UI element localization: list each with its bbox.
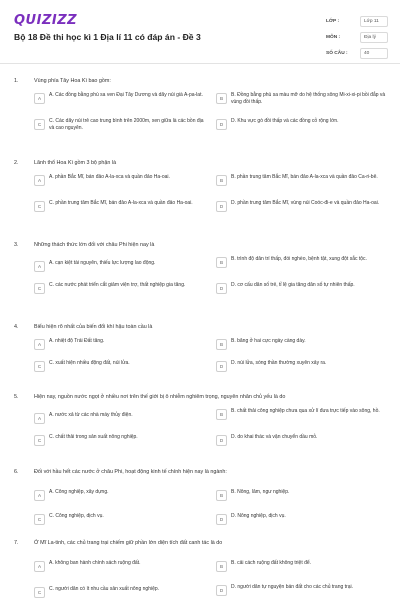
option-a[interactable] bbox=[34, 489, 206, 501]
question-7 bbox=[0, 540, 400, 595]
question-1 bbox=[0, 78, 400, 131]
question-text: Ở Mĩ La-tinh, các chủ trang trại chiếm giữ phần lớn diện tích đất canh tác là do bbox=[34, 540, 223, 546]
option-text: D. người dân tự nguyện bán đất cho các chủ trang trại. bbox=[231, 584, 353, 590]
option-text: B. chất thải công nghiệp chưa qua xử lí đưa trực tiếp vào sông, hồ. bbox=[231, 408, 380, 414]
question-5 bbox=[0, 394, 400, 443]
option-text: D. Nông nghiệp, dịch vụ. bbox=[231, 513, 286, 519]
option-text: A. phần Bắc Mĩ, bán đảo A-la-xca và quần đảo Ha-oai. bbox=[49, 174, 170, 180]
option-letter: A bbox=[34, 561, 45, 572]
question-number: 6. bbox=[14, 469, 19, 475]
option-text: C. người dân có ít nhu cầu sản xuất nông nghiệp. bbox=[49, 586, 160, 592]
option-letter: A bbox=[34, 413, 45, 424]
option-text: B. trình độ dân trí thấp, đói nghèo, bệnh tật, xung đột sắc tộc. bbox=[231, 256, 367, 262]
option-a[interactable] bbox=[34, 92, 206, 104]
question-text: Biểu hiện rõ nhất của biến đổi khí hậu toàn cầu là bbox=[34, 324, 153, 330]
option-c[interactable] bbox=[34, 282, 206, 294]
option-a[interactable] bbox=[34, 174, 206, 186]
option-text: C. chất thải trong sản xuất nông nghiệp. bbox=[49, 434, 138, 440]
option-c[interactable] bbox=[34, 434, 206, 446]
option-text: A. nhiệt độ Trái Đất tăng. bbox=[49, 338, 105, 344]
option-text: A. Công nghiệp, xây dựng. bbox=[49, 489, 109, 495]
option-letter: A bbox=[34, 93, 45, 104]
option-letter: D bbox=[216, 585, 227, 596]
question-text: Lãnh thổ Hoa Kì gồm 3 bộ phận là bbox=[34, 160, 117, 166]
option-d[interactable] bbox=[216, 118, 388, 130]
meta-count-row bbox=[326, 46, 388, 61]
option-a[interactable] bbox=[34, 412, 206, 424]
option-letter: B bbox=[216, 561, 227, 572]
question-text: Những thách thức lớn đối với châu Phi hiện nay là bbox=[34, 242, 155, 248]
option-letter: C bbox=[34, 435, 45, 446]
option-b[interactable] bbox=[216, 92, 388, 106]
option-d[interactable] bbox=[216, 360, 388, 372]
option-text: C. xuất hiện nhiều động đất, núi lửa. bbox=[49, 360, 130, 366]
option-text: D. cơ cấu dân số trẻ, tỉ lệ gia tăng dân số tự nhiên thấp. bbox=[231, 282, 355, 288]
option-text: D. phần trung tâm Bắc Mĩ, vùng núi Coóc-đi-e và quần đảo Ha-oai. bbox=[231, 200, 380, 206]
subject-value: Địa lý bbox=[360, 32, 388, 43]
subject-label: MÔN : bbox=[326, 35, 341, 40]
question-text: Vùng phía Tây Hoa Kì bao gồm: bbox=[34, 78, 111, 84]
question-count-value: 40 bbox=[360, 48, 388, 59]
question-text: Hiện nay, nguồn nước ngọt ở nhiều nơi trên thế giới bị ô nhiễm nghiêm trọng, nguyên nhân chủ yếu là do bbox=[34, 394, 286, 400]
option-letter: C bbox=[34, 201, 45, 212]
option-letter: D bbox=[216, 361, 227, 372]
option-text: B. Đồng bằng phù sa màu mỡ do hệ thống sông Mi-xi-xi-pi bồi đắp và vùng đồi thấp. bbox=[231, 92, 386, 105]
option-letter: D bbox=[216, 514, 227, 525]
option-text: B. Nông, lâm, ngư nghiệp. bbox=[231, 489, 290, 495]
option-letter: B bbox=[216, 490, 227, 501]
question-number: 7. bbox=[14, 540, 19, 546]
option-c[interactable] bbox=[34, 200, 206, 212]
option-b[interactable] bbox=[216, 338, 388, 350]
option-text: D. Khu vực gò đồi thấp và các đồng cỏ rộng lớn. bbox=[231, 118, 339, 124]
option-d[interactable] bbox=[216, 513, 388, 525]
question-number: 1. bbox=[14, 78, 19, 84]
option-letter: B bbox=[216, 175, 227, 186]
option-letter: D bbox=[216, 283, 227, 294]
option-d[interactable] bbox=[216, 200, 388, 212]
option-text: C. Công nghiệp, dịch vụ. bbox=[49, 513, 104, 519]
meta-subject-row bbox=[326, 30, 388, 45]
option-text: A. nước xả từ các nhà máy thủy điện. bbox=[49, 412, 133, 418]
worksheet-title: Bộ 18 Đề thi học kì 1 Địa lí 11 có đáp án - Đề 3 bbox=[14, 32, 201, 42]
option-d[interactable] bbox=[216, 584, 388, 596]
option-text: D. núi lửa, sóng thần thường xuyên xảy ra. bbox=[231, 360, 327, 366]
class-value: Lớp 11 bbox=[360, 16, 388, 27]
option-letter: B bbox=[216, 339, 227, 350]
option-letter: C bbox=[34, 514, 45, 525]
option-letter: C bbox=[34, 361, 45, 372]
option-letter: C bbox=[34, 283, 45, 294]
question-number: 3. bbox=[14, 242, 19, 248]
option-letter: D bbox=[216, 201, 227, 212]
option-b[interactable] bbox=[216, 256, 388, 268]
option-text: B. cải cách ruộng đất không triệt để. bbox=[231, 560, 312, 566]
option-text: C. phần trung tâm Bắc Mĩ, bán đảo A-la-xca và quần đảo Ha-oai. bbox=[49, 200, 193, 206]
option-c[interactable] bbox=[34, 586, 206, 598]
option-text: A. không ban hành chính sách ruộng đất. bbox=[49, 560, 141, 566]
option-text: B. băng ở hai cực ngày càng dày. bbox=[231, 338, 306, 344]
question-number: 4. bbox=[14, 324, 19, 330]
option-text: C. Các dãy núi trẻ cao trung bình trên 2000m, xen giữa là các bồn địa và cao nguyên. bbox=[49, 118, 204, 131]
question-2 bbox=[0, 160, 400, 209]
option-letter: D bbox=[216, 435, 227, 446]
option-d[interactable] bbox=[216, 434, 388, 446]
option-letter: A bbox=[34, 339, 45, 350]
option-letter: D bbox=[216, 119, 227, 130]
option-letter: A bbox=[34, 490, 45, 501]
option-letter: B bbox=[216, 409, 227, 420]
option-letter: B bbox=[216, 93, 227, 104]
meta-class-row bbox=[326, 14, 388, 29]
option-b[interactable] bbox=[216, 560, 388, 572]
option-text: A. cạn kiệt tài nguyên, thiếu lực lượng lao động. bbox=[49, 260, 156, 266]
question-count-label: SỐ CÂU : bbox=[326, 51, 348, 56]
question-4 bbox=[0, 324, 400, 369]
question-6 bbox=[0, 469, 400, 522]
option-letter: A bbox=[34, 175, 45, 186]
quizizz-logo: QUIZIZZ bbox=[14, 13, 78, 28]
question-number: 5. bbox=[14, 394, 19, 400]
option-c[interactable] bbox=[34, 360, 206, 372]
option-d[interactable] bbox=[216, 282, 388, 294]
option-letter: A bbox=[34, 261, 45, 272]
option-text: C. các nước phát triển cắt giảm viện trợ, thất nghiệp gia tăng. bbox=[49, 282, 186, 288]
option-letter: C bbox=[34, 119, 45, 130]
option-b[interactable] bbox=[216, 489, 388, 501]
option-c[interactable] bbox=[34, 118, 206, 132]
option-a[interactable] bbox=[34, 560, 206, 572]
option-text: B. phần trung tâm Bắc Mĩ, bán đảo A-la-xca và quần đảo Ca-ri-bê. bbox=[231, 174, 378, 180]
worksheet-meta bbox=[326, 14, 388, 62]
worksheet-header bbox=[0, 0, 400, 64]
option-a[interactable] bbox=[34, 338, 206, 350]
question-3 bbox=[0, 242, 400, 291]
option-b[interactable] bbox=[216, 408, 388, 420]
class-label: LỚP : bbox=[326, 19, 340, 24]
question-number: 2. bbox=[14, 160, 19, 166]
option-letter: B bbox=[216, 257, 227, 268]
option-a[interactable] bbox=[34, 260, 206, 272]
option-c[interactable] bbox=[34, 513, 206, 525]
option-text: A. Các đồng bằng phù sa ven Đại Tây Dương và dãy núi già A-pa-lat. bbox=[49, 92, 203, 98]
option-text: D. do khai thác và vận chuyển dầu mỏ. bbox=[231, 434, 318, 440]
option-letter: C bbox=[34, 587, 45, 598]
option-b[interactable] bbox=[216, 174, 388, 186]
question-text: Đối với hầu hết các nước ở châu Phi, hoạt động kinh tế chính hiện nay là ngành: bbox=[34, 469, 227, 475]
